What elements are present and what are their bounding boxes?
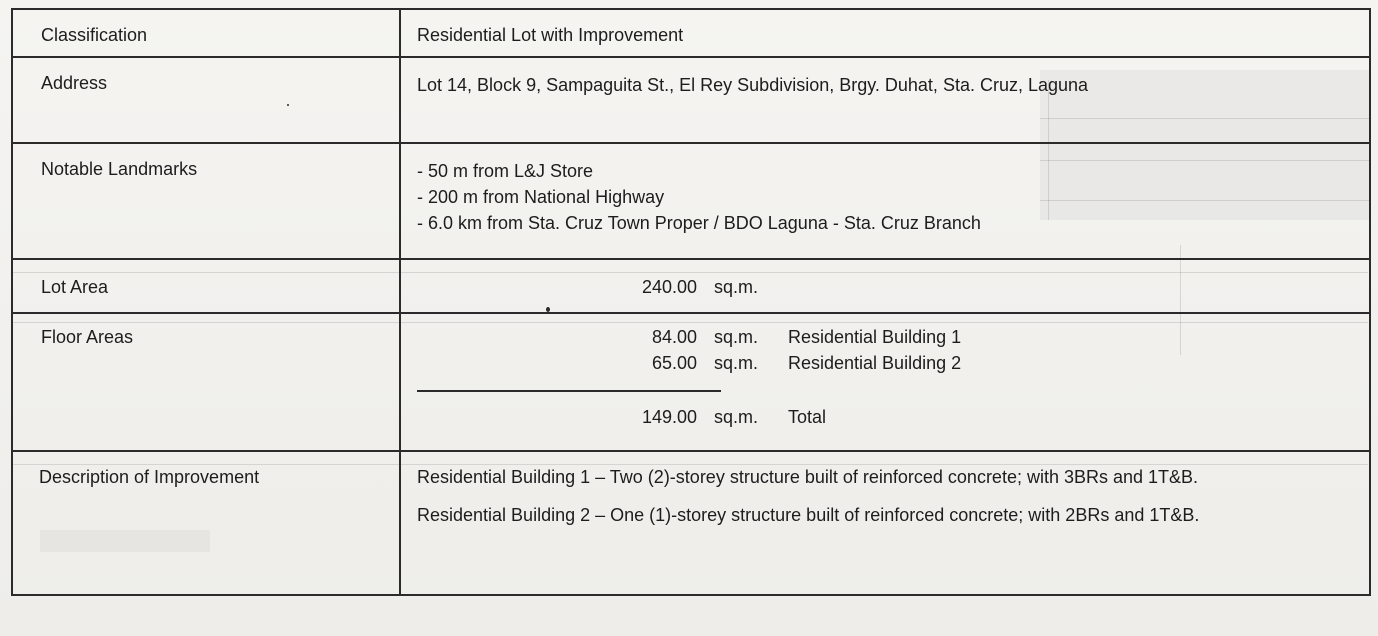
floor-area-building: Residential Building 1 <box>788 327 962 347</box>
value-cell <box>400 259 1370 313</box>
floor-area-entry <box>417 324 1369 350</box>
floor-area-building: Residential Building 2 <box>788 353 962 373</box>
floor-area-total-label: Total <box>788 407 827 427</box>
lot-area-label: Lot Area <box>41 277 109 297</box>
landmarks-list <box>417 158 1369 236</box>
floor-area-total <box>417 392 1369 430</box>
table-row-lot-area <box>12 259 1370 313</box>
label-cell <box>12 313 400 451</box>
landmark-item: - 6.0 km from Sta. Cruz Town Proper / BDO Laguna - Sta. Cruz Branch <box>417 213 981 233</box>
landmark-item: - 50 m from L&J Store <box>417 161 594 181</box>
property-spec-table <box>11 8 1371 596</box>
landmark-item: - 200 m from National Highway <box>417 187 665 207</box>
value-cell <box>400 9 1370 57</box>
value-cell <box>400 451 1370 595</box>
description-label: Description of Improvement <box>39 467 260 487</box>
floor-area-unit: sq.m. <box>714 327 759 347</box>
description-paragraph: Residential Building 1 – Two (2)-storey structure built of reinforced concrete; with 3BRs and 1T&B. <box>417 467 1199 487</box>
label-cell <box>12 143 400 259</box>
description-value <box>401 452 1369 528</box>
value-cell <box>400 143 1370 259</box>
table-row-description <box>12 451 1370 595</box>
lot-area-unit: sq.m. <box>714 277 759 297</box>
floor-area-amount: 65.00 <box>651 353 697 373</box>
lot-area-value <box>401 260 1369 300</box>
floor-area-amount: 84.00 <box>651 327 697 347</box>
address-label: Address <box>41 73 108 93</box>
floor-areas-list <box>401 314 1369 430</box>
floor-areas-label: Floor Areas <box>41 327 134 347</box>
label-cell <box>12 57 400 143</box>
classification-value: Residential Lot with Improvement <box>417 25 684 45</box>
value-cell <box>400 57 1370 143</box>
floor-area-total-unit: sq.m. <box>714 407 759 427</box>
floor-area-total-amount: 149.00 <box>641 407 697 427</box>
landmarks-label: Notable Landmarks <box>41 159 198 179</box>
table-row-classification <box>12 9 1370 57</box>
floor-area-unit: sq.m. <box>714 353 759 373</box>
value-cell <box>400 313 1370 451</box>
label-cell <box>12 259 400 313</box>
description-paragraph: Residential Building 2 – One (1)-storey structure built of reinforced concrete; with 2BRs and 1T&B. <box>417 505 1200 525</box>
address-value: Lot 14, Block 9, Sampaguita St., El Rey Subdivision, Brgy. Duhat, Sta. Cruz, Laguna <box>417 75 1089 95</box>
table-row-landmarks <box>12 143 1370 259</box>
classification-label: Classification <box>41 25 148 45</box>
label-cell <box>12 9 400 57</box>
table-row-floor-areas <box>12 313 1370 451</box>
lot-area-amount: 240.00 <box>641 277 697 297</box>
floor-area-entry <box>417 350 1369 376</box>
label-cell <box>12 451 400 595</box>
table-row-address <box>12 57 1370 143</box>
